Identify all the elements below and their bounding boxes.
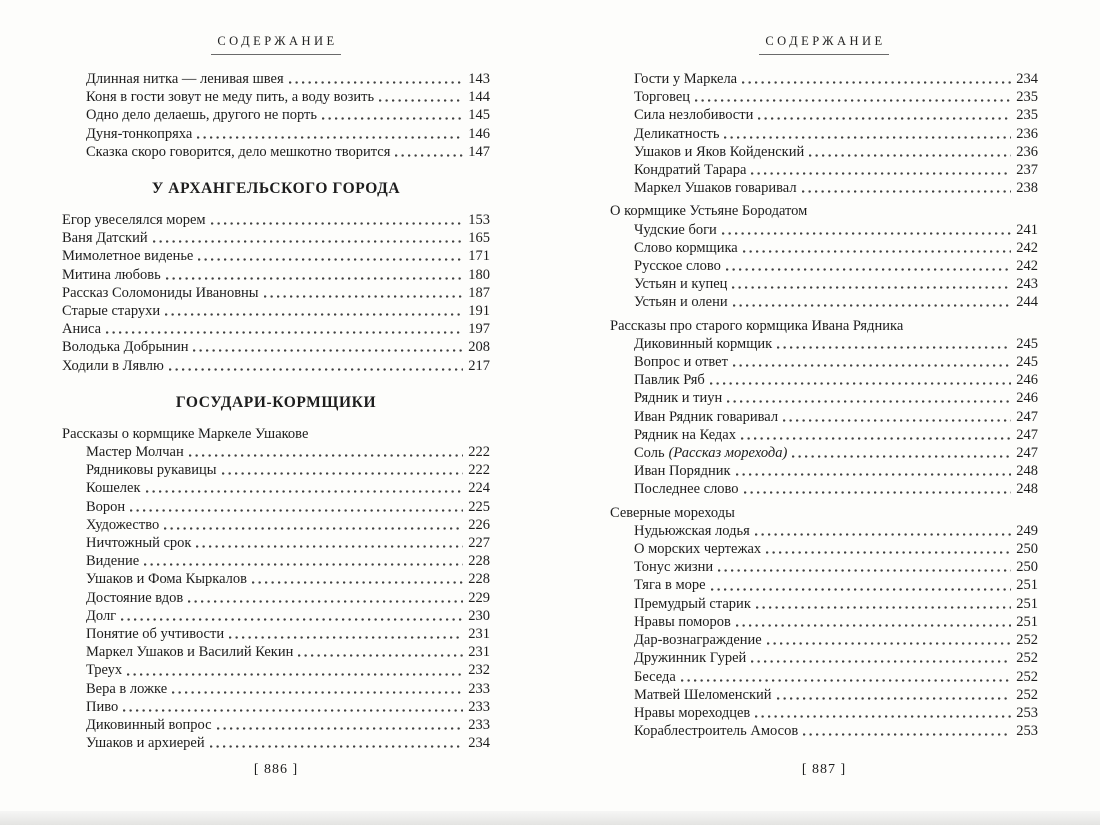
entry-title: Вопрос и ответ — [634, 354, 728, 371]
entry-title: Ушаков и Фома Кыркалов — [86, 571, 247, 588]
toc-entry — [610, 179, 1038, 197]
dot-leader — [123, 708, 463, 712]
entry-page-number: 243 — [1016, 276, 1038, 293]
dot-leader — [783, 418, 1011, 422]
entry-page-number: 252 — [1016, 686, 1038, 703]
dot-leader — [726, 267, 1011, 271]
toc-entry — [62, 302, 490, 320]
toc-entry — [62, 552, 490, 570]
toc-entry — [610, 631, 1038, 649]
entry-title: Ничтожный срок — [86, 535, 192, 552]
page-header — [62, 32, 490, 55]
dot-leader — [189, 453, 464, 457]
dot-leader — [777, 345, 1011, 349]
dot-leader — [792, 454, 1011, 458]
entry-page-number: 231 — [468, 644, 490, 661]
toc-entry — [62, 698, 490, 716]
entry-title: Ушаков и Яков Койденский — [634, 143, 805, 160]
toc-entry — [610, 239, 1038, 257]
dot-leader — [164, 526, 463, 530]
toc-entry — [610, 649, 1038, 667]
dot-leader — [172, 690, 463, 694]
toc-entry — [610, 668, 1038, 686]
dot-leader — [169, 367, 463, 371]
toc-entry — [62, 143, 490, 161]
entry-page-number: 251 — [1016, 577, 1038, 594]
entry-page-number: 146 — [468, 125, 490, 142]
toc-page-left — [62, 0, 490, 802]
entry-page-number: 143 — [468, 71, 490, 87]
toc-entry — [62, 516, 490, 534]
toc-entry — [62, 625, 490, 643]
entry-page-number: 233 — [468, 717, 490, 734]
entry-title: Художество — [86, 516, 160, 533]
entry-title: Диковинный вопрос — [86, 717, 212, 734]
dot-leader — [803, 732, 1011, 736]
entry-title: Треух — [86, 662, 123, 679]
dot-leader — [744, 491, 1012, 495]
dot-leader — [106, 330, 463, 334]
dot-leader — [732, 285, 1011, 289]
dot-leader — [743, 249, 1012, 253]
page-header-title: СОДЕРЖАНИЕ — [759, 34, 888, 55]
dot-leader — [165, 312, 463, 316]
group-heading: Северные мореходы — [610, 504, 735, 521]
entry-title: Рядник и тиун — [634, 390, 723, 407]
entry-page-number: 145 — [468, 107, 490, 124]
entry-page-number: 247 — [1016, 408, 1038, 425]
dot-leader — [777, 696, 1012, 700]
toc-entry — [62, 357, 490, 375]
section-heading: У АРХАНГЕЛЬСКОГО ГОРОДА — [151, 180, 401, 198]
entry-title: Достояние вдов — [86, 589, 184, 606]
entry-page-number: 248 — [1016, 481, 1038, 498]
page-header-title: СОДЕРЖАНИЕ — [211, 34, 340, 55]
entry-page-number: 238 — [1016, 180, 1038, 197]
dot-leader — [121, 617, 463, 621]
toc-entry — [610, 480, 1038, 498]
dot-leader — [766, 550, 1011, 554]
entry-title: Рядник на Кедах — [634, 426, 736, 443]
dot-leader — [711, 587, 1012, 591]
toc-entry — [610, 444, 1038, 462]
entry-title: Тонус жизни — [634, 559, 714, 576]
entry-page-number: 165 — [468, 230, 490, 247]
entry-title: Егор увеселялся морем — [62, 212, 206, 229]
entry-page-number: 247 — [1016, 445, 1038, 462]
entry-page-number: 245 — [1016, 354, 1038, 371]
entry-page-number: 217 — [468, 357, 490, 374]
dot-leader — [188, 599, 463, 603]
dot-leader — [217, 726, 464, 730]
entry-title: Деликатность — [634, 125, 720, 142]
entry-page-number: 235 — [1016, 89, 1038, 106]
entry-page-number: 228 — [468, 553, 490, 570]
entry-title: Иван Порядник — [634, 463, 731, 480]
entry-page-number: 237 — [1016, 162, 1038, 179]
entry-page-number: 233 — [468, 698, 490, 715]
entry-page-number: 224 — [468, 480, 490, 497]
entry-title: Рассказ Соломониды Ивановны — [62, 284, 259, 301]
group-heading: Рассказы о кормщике Маркеле Ушакове — [62, 425, 309, 442]
dot-leader — [130, 508, 463, 512]
page-footer: [ 887 ] — [801, 762, 847, 777]
toc-entry — [62, 247, 490, 265]
dot-leader — [127, 672, 463, 676]
entry-title: Беседа — [634, 668, 676, 685]
entry-page-number: 227 — [468, 535, 490, 552]
toc-entry — [62, 88, 490, 106]
toc-entry — [610, 576, 1038, 594]
page-bottom-edge — [0, 811, 1100, 825]
dot-leader — [724, 135, 1011, 139]
entry-page-number: 208 — [468, 339, 490, 356]
dot-leader — [758, 117, 1011, 121]
toc-entry — [610, 540, 1038, 558]
toc-entry — [610, 275, 1038, 293]
toc-entry — [610, 335, 1038, 353]
toc-entry — [610, 704, 1038, 722]
toc-entry — [62, 320, 490, 338]
entry-page-number: 228 — [468, 571, 490, 588]
entry-page-number: 236 — [1016, 143, 1038, 160]
entry-title: Гости у Маркела — [634, 71, 738, 87]
dot-leader — [751, 171, 1011, 175]
entry-page-number: 242 — [1016, 258, 1038, 275]
dot-leader — [198, 258, 463, 262]
dot-leader — [144, 562, 463, 566]
entry-page-number: 236 — [1016, 125, 1038, 142]
entry-page-number: 241 — [1016, 221, 1038, 238]
toc-content — [62, 70, 490, 753]
entry-title: Дар-вознаграждение — [634, 632, 762, 649]
dot-leader — [741, 436, 1011, 440]
entry-title: О морских чертежах — [634, 541, 762, 558]
toc-entry — [610, 353, 1038, 371]
dot-leader — [229, 635, 463, 639]
entry-title: Пиво — [86, 698, 119, 715]
entry-title: Премудрый старик — [634, 595, 751, 612]
page-footer: [ 886 ] — [253, 762, 299, 777]
entry-page-number: 171 — [468, 248, 490, 265]
toc-entry — [62, 589, 490, 607]
toc-entry — [62, 338, 490, 356]
entry-title: Митина любовь — [62, 266, 161, 283]
toc-page-right — [610, 0, 1038, 802]
entry-title: Чудские боги — [634, 221, 717, 238]
entry-page-number: 191 — [468, 303, 490, 320]
entry-page-number: 187 — [468, 284, 490, 301]
toc-entry — [610, 426, 1038, 444]
toc-entry — [62, 284, 490, 302]
entry-title: Мимолетное виденье — [62, 248, 194, 265]
entry-title: Ушаков и архиерей — [86, 735, 205, 752]
entry-title: Соль — [634, 445, 665, 462]
dot-leader — [197, 135, 463, 139]
entry-title: Устьян и купец — [634, 276, 728, 293]
entry-title: Нравы мореходцев — [634, 704, 751, 721]
entry-title: Вера в ложке — [86, 680, 168, 697]
toc-entry — [62, 479, 490, 497]
toc-entry — [62, 266, 490, 284]
dot-leader — [166, 276, 464, 280]
dot-leader — [736, 472, 1012, 476]
dot-leader — [756, 605, 1011, 609]
entry-page-number: 153 — [468, 212, 490, 229]
entry-page-number: 229 — [468, 589, 490, 606]
dot-leader — [710, 381, 1011, 385]
toc-entry — [610, 408, 1038, 426]
entry-page-number: 222 — [468, 444, 490, 461]
toc-entry — [610, 595, 1038, 613]
entry-page-number: 251 — [1016, 613, 1038, 630]
toc-entry — [610, 221, 1038, 239]
toc-entry — [62, 443, 490, 461]
entry-page-number: 234 — [1016, 71, 1038, 87]
dot-leader — [681, 678, 1011, 682]
toc-entry — [62, 734, 490, 752]
toc-entry — [62, 680, 490, 698]
dot-leader — [379, 98, 463, 102]
toc-content — [610, 70, 1038, 740]
toc-entry — [610, 125, 1038, 143]
dot-leader — [755, 714, 1011, 718]
entry-title: Коня в гости зовут не меду пить, а воду возить — [86, 89, 375, 106]
entry-page-number: 247 — [1016, 426, 1038, 443]
entry-page-number: 245 — [1016, 335, 1038, 352]
toc-entry — [610, 462, 1038, 480]
entry-page-number: 253 — [1016, 704, 1038, 721]
toc-entry — [62, 643, 490, 661]
entry-page-number: 232 — [468, 662, 490, 679]
toc-entry — [610, 371, 1038, 389]
toc-entry — [62, 211, 490, 229]
toc-entry — [62, 661, 490, 679]
entry-title: Старые старухи — [62, 303, 161, 320]
entry-page-number: 251 — [1016, 595, 1038, 612]
entry-page-number: 231 — [468, 626, 490, 643]
entry-title: Кондратий Тарара — [634, 162, 747, 179]
entry-title: Кошелек — [86, 480, 141, 497]
entry-page-number: 233 — [468, 680, 490, 697]
dot-leader — [222, 471, 464, 475]
entry-page-number: 242 — [1016, 239, 1038, 256]
toc-entry — [610, 161, 1038, 179]
entry-page-number: 234 — [468, 735, 490, 752]
dot-leader — [193, 349, 463, 353]
entry-title: Торговец — [634, 89, 691, 106]
entry-title: Понятие об учтивости — [86, 626, 225, 643]
toc-entry — [62, 70, 490, 88]
entry-page-number: 235 — [1016, 107, 1038, 124]
dot-leader — [742, 80, 1011, 84]
entry-page-number: 246 — [1016, 390, 1038, 407]
toc-entry — [62, 498, 490, 516]
group-heading: О кормщике Устьяне Бородатом — [610, 203, 808, 220]
entry-page-number: 249 — [1016, 522, 1038, 539]
entry-title: Иван Рядник говаривал — [634, 408, 779, 425]
toc-entry — [610, 293, 1038, 311]
entry-title: Нудьюжская лодья — [634, 522, 750, 539]
entry-title: Устьян и олени — [634, 294, 728, 311]
entry-title: Диковинный кормщик — [634, 335, 773, 352]
entry-page-number: 230 — [468, 607, 490, 624]
page-header — [610, 32, 1038, 55]
entry-page-number: 222 — [468, 462, 490, 479]
dot-leader — [289, 80, 464, 84]
entry-title: Маркел Ушаков говаривал — [634, 180, 797, 197]
dot-leader — [298, 653, 463, 657]
entry-title: Володька Добрынин — [62, 339, 189, 356]
group-heading: Рассказы про старого кормщика Ивана Рядника — [610, 317, 904, 334]
dot-leader — [751, 660, 1011, 664]
toc-entry — [610, 257, 1038, 275]
toc-entry — [62, 607, 490, 625]
entry-title: Длинная нитка — ленивая швея — [86, 71, 284, 87]
dot-leader — [733, 304, 1012, 308]
entry-page-number: 225 — [468, 498, 490, 515]
entry-title: Последнее слово — [634, 481, 739, 498]
dot-leader — [210, 745, 464, 749]
entry-page-number: 250 — [1016, 559, 1038, 576]
dot-leader — [802, 189, 1012, 193]
entry-page-number: 147 — [468, 143, 490, 160]
entry-title: Павлик Ряб — [634, 372, 705, 389]
entry-title: Видение — [86, 553, 140, 570]
toc-entry — [610, 522, 1038, 540]
entry-page-number: 244 — [1016, 294, 1038, 311]
entry-page-number: 197 — [468, 321, 490, 338]
toc-entry — [610, 389, 1038, 407]
entry-page-number: 144 — [468, 89, 490, 106]
entry-title: Мастер Молчан — [86, 444, 184, 461]
entry-title-italic: (Рассказ морехода) — [668, 445, 788, 462]
entry-title: Сказка скоро говорится, дело мешкотно творится — [86, 143, 391, 160]
toc-entry — [62, 106, 490, 124]
dot-leader — [252, 581, 463, 585]
entry-title: Дуня-тонкопряха — [86, 125, 193, 142]
toc-entry — [62, 716, 490, 734]
entry-page-number: 250 — [1016, 541, 1038, 558]
entry-title: Тяга в море — [634, 577, 706, 594]
entry-page-number: 252 — [1016, 668, 1038, 685]
entry-title: Ворон — [86, 498, 126, 515]
dot-leader — [695, 98, 1011, 102]
entry-title: Рядниковы рукавицы — [86, 462, 217, 479]
entry-page-number: 252 — [1016, 650, 1038, 667]
entry-page-number: 180 — [468, 266, 490, 283]
toc-entry — [610, 558, 1038, 576]
entry-page-number: 246 — [1016, 372, 1038, 389]
entry-title: Дружинник Гурей — [634, 650, 747, 667]
entry-title: Сила незлобивости — [634, 107, 754, 124]
dot-leader — [153, 239, 464, 243]
dot-leader — [264, 294, 464, 298]
toc-entry — [62, 534, 490, 552]
entry-title: Одно дело делаешь, другого не порть — [86, 107, 317, 124]
dot-leader — [196, 544, 463, 548]
toc-entry — [610, 686, 1038, 704]
dot-leader — [767, 641, 1012, 645]
toc-entry — [610, 70, 1038, 88]
entry-page-number: 252 — [1016, 632, 1038, 649]
entry-page-number: 248 — [1016, 463, 1038, 480]
entry-title: Ваня Датский — [62, 230, 148, 247]
entry-title: Русское слово — [634, 258, 721, 275]
entry-title: Аниса — [62, 321, 102, 338]
entry-title: Слово кормщика — [634, 239, 738, 256]
dot-leader — [395, 153, 463, 157]
entry-title: Долг — [86, 607, 117, 624]
entry-title: Кораблестроитель Амосов — [634, 723, 799, 740]
toc-entry — [610, 106, 1038, 124]
dot-leader — [755, 532, 1012, 536]
section-heading: ГОСУДАРИ-КОРМЩИКИ — [175, 393, 377, 411]
entry-title: Маркел Ушаков и Василий Кекин — [86, 644, 294, 661]
entry-page-number: 226 — [468, 516, 490, 533]
toc-entry — [610, 722, 1038, 740]
toc-entry — [610, 613, 1038, 631]
entry-title: Ходили в Лявлю — [62, 357, 164, 374]
dot-leader — [809, 153, 1011, 157]
toc-entry — [610, 143, 1038, 161]
entry-title: Матвей Шеломенский — [634, 686, 772, 703]
toc-entry — [62, 570, 490, 588]
dot-leader — [722, 231, 1011, 235]
entry-page-number: 253 — [1016, 723, 1038, 740]
entry-title: Нравы поморов — [634, 613, 731, 630]
toc-entry — [610, 88, 1038, 106]
dot-leader — [733, 363, 1011, 367]
toc-entry — [62, 461, 490, 479]
dot-leader — [736, 623, 1011, 627]
dot-leader — [211, 221, 464, 225]
toc-entry — [62, 229, 490, 247]
dot-leader — [727, 400, 1011, 404]
toc-entry — [62, 125, 490, 143]
dot-leader — [718, 568, 1011, 572]
dot-leader — [322, 117, 463, 121]
dot-leader — [146, 490, 464, 494]
